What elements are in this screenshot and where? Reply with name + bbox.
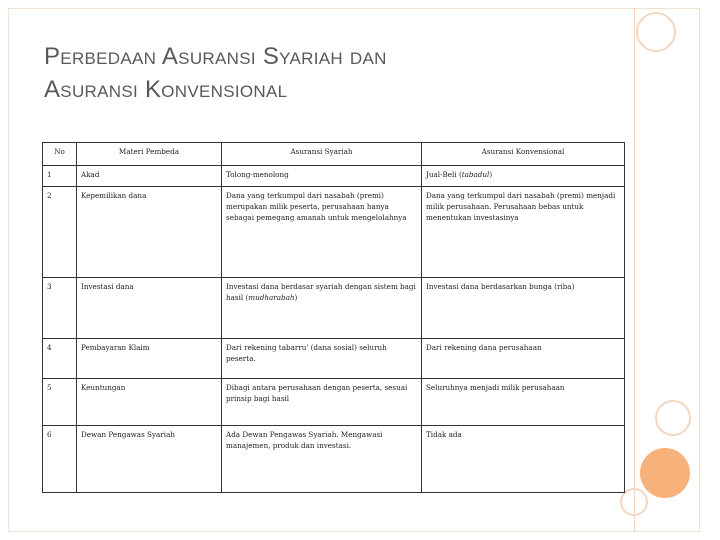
table-row xyxy=(43,339,625,379)
cell-syariah: Dari rekening tabarru' (dana sosial) seluruh peserta. xyxy=(222,339,422,379)
title-line-1: Perbedaan Asuransi Syariah dan xyxy=(44,43,387,70)
header-syariah: Asuransi Syariah xyxy=(222,143,422,166)
cell-konvensional xyxy=(422,166,625,187)
cell-text: Jual-Beli ( xyxy=(426,170,462,179)
table-row xyxy=(43,426,625,493)
cell-no: 4 xyxy=(43,339,77,379)
cell-konvensional: Dana yang terkumpul dari nasabah (premi) menjadi milik perusahaan. Perusahaan bebas untuk menentukan investasinya xyxy=(422,187,625,278)
header-no: No xyxy=(43,143,77,166)
header-konvensional: Asuransi Konvensional xyxy=(422,143,625,166)
cell-text: ) xyxy=(489,170,493,179)
cell-syariah: Tolong-menolong xyxy=(222,166,422,187)
cell-no: 3 xyxy=(43,278,77,339)
decorative-circle-top xyxy=(636,12,676,52)
cell-no: 2 xyxy=(43,187,77,278)
cell-syariah: Dibagi antara perusahaan dengan peserta, sesuai prinsip bagi hasil xyxy=(222,379,422,426)
cell-syariah: Ada Dewan Pengawas Syariah. Mengawasi manajemen, produk dan investasi. xyxy=(222,426,422,493)
cell-materi: Dewan Pengawas Syariah xyxy=(77,426,222,493)
decorative-circle-outline xyxy=(655,400,691,436)
cell-konvensional: Seluruhnya menjadi milik perusahaan xyxy=(422,379,625,426)
header-materi: Materi Pembeda xyxy=(77,143,222,166)
table-row xyxy=(43,187,625,278)
cell-text: ) xyxy=(294,293,298,302)
page-title xyxy=(44,40,624,106)
table-row xyxy=(43,278,625,339)
table-row xyxy=(43,166,625,187)
cell-materi: Pembayaran Klaim xyxy=(77,339,222,379)
cell-no: 6 xyxy=(43,426,77,493)
table-row xyxy=(43,379,625,426)
cell-konvensional: Investasi dana berdasarkan bunga (riba) xyxy=(422,278,625,339)
cell-syariah: Dana yang terkumpul dari nasabah (premi) merupakan milik peserta, perusahaan hanya sebagai pemegang amanah untuk mengelolahnya xyxy=(222,187,422,278)
cell-term: mudharabah xyxy=(248,293,295,302)
decorative-rail xyxy=(634,8,635,532)
title-line-2: Asuransi Konvensional xyxy=(44,76,288,103)
cell-konvensional: Dari rekening dana perusahaan xyxy=(422,339,625,379)
cell-materi: Investasi dana xyxy=(77,278,222,339)
decorative-circle-filled xyxy=(640,448,690,498)
cell-materi: Akad xyxy=(77,166,222,187)
cell-no: 5 xyxy=(43,379,77,426)
cell-no: 1 xyxy=(43,166,77,187)
cell-materi: Kepemilikan dana xyxy=(77,187,222,278)
cell-term: tabadul xyxy=(461,170,490,179)
cell-text: Investasi dana berdasar syariah dengan sistem bagi hasil ( xyxy=(226,282,416,302)
comparison-table xyxy=(42,142,625,493)
table-header-row xyxy=(43,143,625,166)
cell-syariah xyxy=(222,278,422,339)
cell-konvensional: Tidak ada xyxy=(422,426,625,493)
cell-materi: Keuntungan xyxy=(77,379,222,426)
